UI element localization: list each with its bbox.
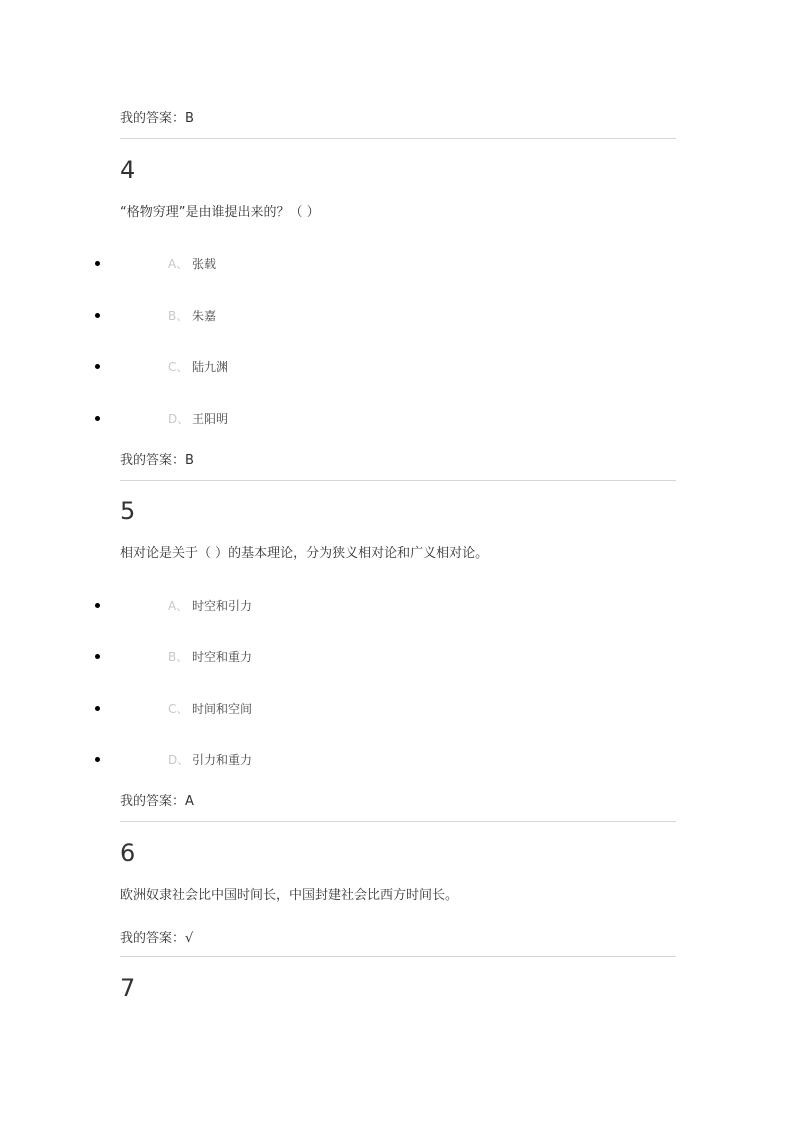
option-text: 朱嘉 xyxy=(192,309,217,323)
answer-value: √ xyxy=(185,931,194,946)
question-number: 7 xyxy=(120,974,136,1002)
option-item[interactable] xyxy=(0,700,794,718)
option-item[interactable] xyxy=(0,597,794,615)
option-letter: C、 xyxy=(168,360,189,374)
answer-line xyxy=(120,930,193,948)
question-number: 5 xyxy=(120,497,136,525)
option-text: 陆九渊 xyxy=(192,360,229,374)
option-letter: A、 xyxy=(168,599,189,613)
bullet-icon xyxy=(95,706,100,711)
bullet-icon xyxy=(95,757,100,762)
bullet-icon xyxy=(95,261,100,266)
option-item[interactable] xyxy=(0,255,794,273)
option-item[interactable] xyxy=(0,410,794,428)
answer-value: B xyxy=(185,453,194,468)
answer-label: 我的答案： xyxy=(120,453,186,468)
option-text: 王阳明 xyxy=(192,412,229,426)
answer-value: B xyxy=(185,111,194,126)
divider xyxy=(120,821,676,822)
option-letter: B、 xyxy=(168,650,189,664)
divider xyxy=(120,956,676,957)
divider xyxy=(120,138,676,139)
option-text: 张载 xyxy=(192,257,217,271)
question-text: “格物穷理”是由谁提出来的？（ ） xyxy=(120,205,320,220)
question-text: 欧洲奴隶社会比中国时间长，中国封建社会比西方时间长。 xyxy=(120,888,459,903)
option-text: 时空和引力 xyxy=(192,599,253,613)
option-item[interactable] xyxy=(0,648,794,666)
option-item[interactable] xyxy=(0,751,794,769)
divider xyxy=(120,480,676,481)
bullet-icon xyxy=(95,416,100,421)
bullet-icon xyxy=(95,654,100,659)
option-letter: D、 xyxy=(168,412,190,426)
bullet-icon xyxy=(95,313,100,318)
answer-line xyxy=(120,110,194,128)
answer-value: A xyxy=(185,794,194,809)
option-item[interactable] xyxy=(0,358,794,376)
option-text: 时间和空间 xyxy=(192,702,253,716)
option-letter: A、 xyxy=(168,257,189,271)
option-letter: C、 xyxy=(168,702,189,716)
option-text: 引力和重力 xyxy=(192,753,253,767)
option-letter: B、 xyxy=(168,309,189,323)
answer-line xyxy=(120,793,194,811)
question-number: 6 xyxy=(120,839,136,867)
question-text: 相对论是关于（ ）的基本理论，分为狭义相对论和广义相对论。 xyxy=(120,546,489,561)
bullet-icon xyxy=(95,603,100,608)
option-text: 时空和重力 xyxy=(192,650,253,664)
answer-label: 我的答案： xyxy=(120,111,186,126)
answer-label: 我的答案： xyxy=(120,931,186,946)
option-item[interactable] xyxy=(0,307,794,325)
answer-line xyxy=(120,452,194,470)
answer-label: 我的答案： xyxy=(120,794,186,809)
option-letter: D、 xyxy=(168,753,190,767)
question-number: 4 xyxy=(120,156,136,184)
bullet-icon xyxy=(95,364,100,369)
